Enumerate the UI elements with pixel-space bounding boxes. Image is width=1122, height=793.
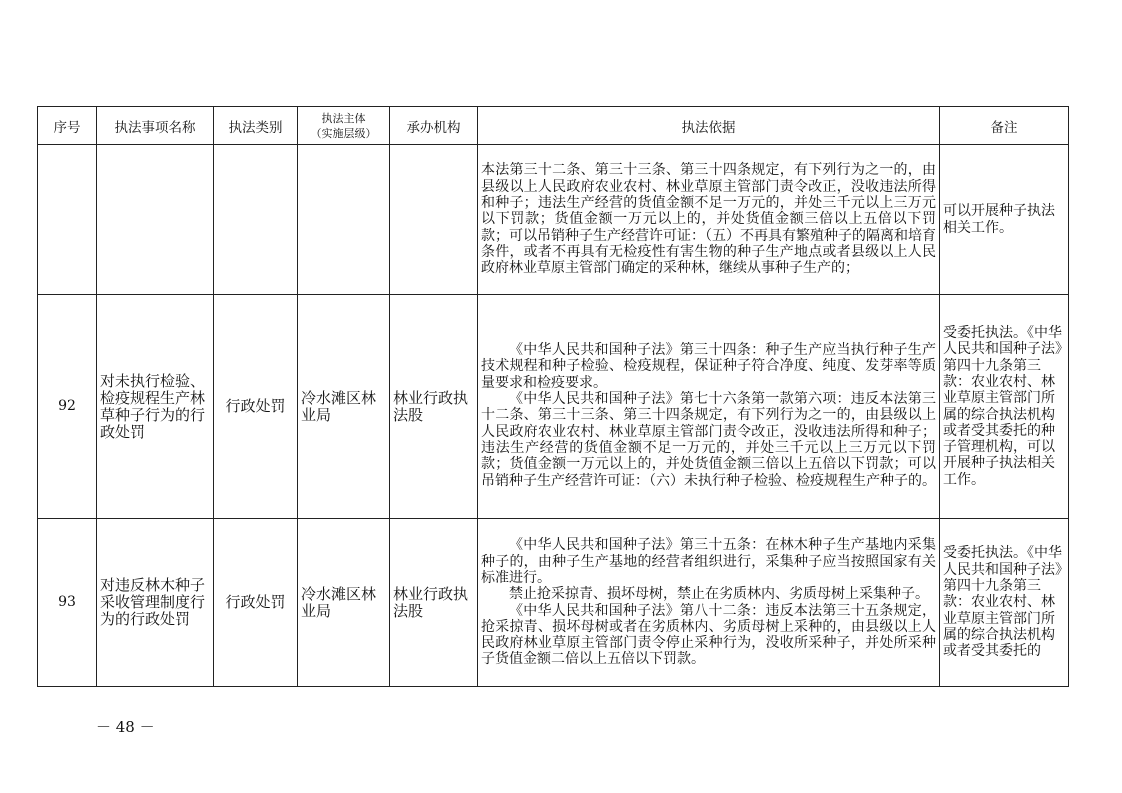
header-remark: 备注	[940, 107, 1069, 145]
cell-seq: 92	[38, 295, 97, 519]
cell-remark: 可以开展种子执法相关工作。	[940, 145, 1069, 295]
table-row	[38, 145, 1069, 295]
header-subject-line2: （实施层级）	[310, 126, 377, 140]
cell-agency: 林业行政执法股	[390, 519, 478, 687]
cell-item-name	[97, 145, 214, 295]
cell-basis	[478, 519, 940, 687]
table-row	[38, 295, 1069, 519]
cell-seq	[38, 145, 97, 295]
cell-category: 行政处罚	[214, 295, 298, 519]
basis-paragraph: 《中华人民共和国种子法》第三十四条：种子生产应当执行种子生产技术规程和种子检验、检疫规程，保证种子符合净度、纯度、发芽率等质量要求和检疫要求。	[481, 342, 936, 391]
cell-subject: 冷水滩区林业局	[298, 519, 390, 687]
basis-paragraph: 《中华人民共和国种子法》第八十二条：违反本法第三十五条规定，抢采掠青、损坏母树或者在劣质林内、劣质母树上采种的，由县级以上人民政府林业草原主管部门责令停止采种行为，没收所采种子，并处所采种子货值金额二倍以上五倍以下罚款。	[481, 602, 936, 668]
cell-basis	[478, 145, 940, 295]
cell-remark: 受委托执法。《中华人民共和国种子法》第四十九条第三款：农业农村、林业草原主管部门所属的综合执法机构或者受其委托的种子管理机构，可以开展种子执法相关工作。	[940, 295, 1069, 519]
basis-paragraph: 《中华人民共和国种子法》第七十六条第一款第六项：违反本法第三十二条、第三十三条、第三十四条规定，有下列行为之一的，由县级以上人民政府农业农村、林业草原主管部门责令改正，没收违法所得和种子；违法生产经营的货值金额不足一万元的，并处三千元以上三万元以下罚款；货值金额一万元以上的，并处货值金额三倍以上五倍以下罚款；可以吊销种子生产经营许可证：（六）未执行种子检验、检疫规程生产种子的。	[481, 391, 936, 489]
cell-category	[214, 145, 298, 295]
page-number: － 48 －	[96, 718, 155, 736]
header-basis: 执法依据	[478, 107, 940, 145]
header-category: 执法类别	[214, 107, 298, 145]
cell-subject	[298, 145, 390, 295]
cell-agency: 林业行政执法股	[390, 295, 478, 519]
cell-seq: 93	[38, 519, 97, 687]
basis-paragraph: 禁止抢采掠青、损坏母树，禁止在劣质林内、劣质母树上采集种子。	[509, 586, 929, 603]
cell-category: 行政处罚	[214, 519, 298, 687]
enforcement-table	[37, 106, 1069, 687]
cell-basis	[478, 295, 940, 519]
header-agency: 承办机构	[390, 107, 478, 145]
cell-item-name: 对未执行检验、检疫规程生产林草种子行为的行政处罚	[97, 295, 214, 519]
cell-remark: 受委托执法。《中华人民共和国种子法》第四十九条第三款：农业农村、林业草原主管部门所属的综合执法机构或者受其委托的	[940, 519, 1069, 687]
header-seq: 序号	[38, 107, 97, 145]
cell-item-name: 对违反林木种子采收管理制度行为的行政处罚	[97, 519, 214, 687]
basis-paragraph: 本法第三十二条、第三十三条、第三十四条规定，有下列行为之一的，由县级以上人民政府农业农村、林业草原主管部门责令改正，没收违法所得和种子；违法生产经营的货值金额不足一万元的，并处三千元以上三万元以下罚款；货值金额一万元以上的，并处货值金额三倍以上五倍以下罚款；可以吊销种子生产经营许可证：（五）不再具有繁殖种子的隔离和培育条件，或者不再具有无检疫性有害生物的种子生产地点或者县级以上人民政府林业草原主管部门确定的采种林，继续从事种子生产的；	[481, 162, 936, 277]
cell-agency	[390, 145, 478, 295]
table-row	[38, 519, 1069, 687]
basis-paragraph: 《中华人民共和国种子法》第三十五条：在林木种子生产基地内采集种子的，由种子生产基地的经营者组织进行，采集种子应当按照国家有关标准进行。	[481, 537, 936, 586]
header-item-name: 执法事项名称	[97, 107, 214, 145]
header-row	[38, 107, 1069, 145]
header-subject	[298, 107, 390, 145]
header-subject-line1: 执法主体	[321, 111, 366, 125]
cell-subject: 冷水滩区林业局	[298, 295, 390, 519]
